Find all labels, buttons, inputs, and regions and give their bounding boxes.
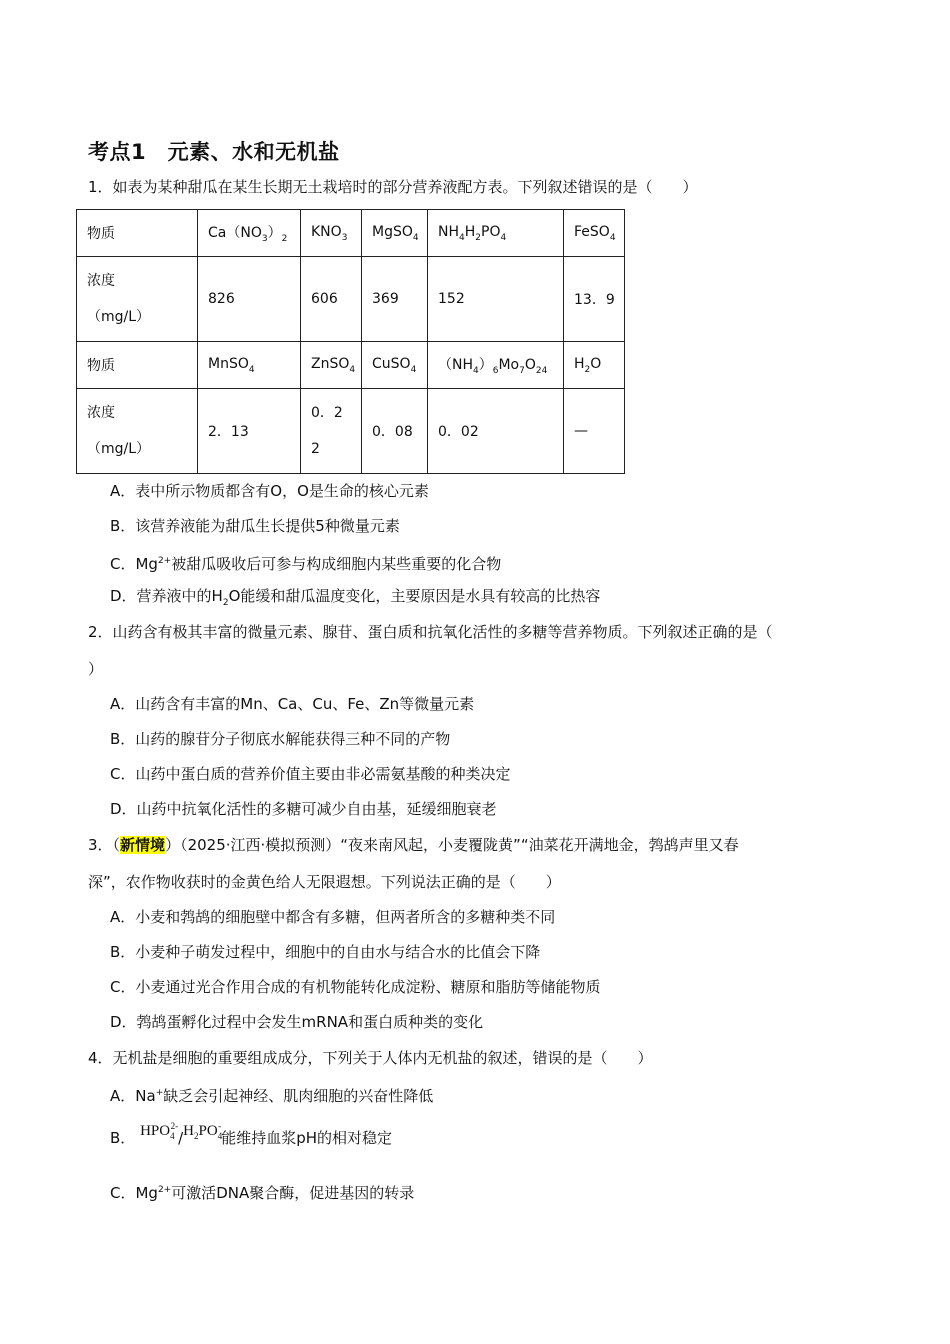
q4-option-b: B． $HPO_4^{2-}/H_2PO_4^-$能维持血浆pH的相对稳定	[110, 1121, 392, 1147]
dihydrogen-phosphate-formula: $H_2PO_4^-$	[183, 1121, 223, 1141]
q3-stem-cont: 深”，农作物收获时的金黄色给人无限遐想。下列说法正确的是（ ）	[88, 873, 561, 891]
table-row	[77, 210, 625, 257]
table-cell: 0．2 2	[301, 389, 362, 474]
table-cell: $NH_4H_2PO_4$	[428, 210, 564, 257]
table-cell: 2．13	[198, 389, 301, 474]
q3-option-a: A．小麦和鹁鸪的细胞壁中都含有多糖，但两者所含的多糖种类不同	[110, 908, 556, 926]
nutrient-table	[76, 209, 625, 474]
q1-option-c: C．$Mg^{2+}$被甜瓜吸收后可参与构成细胞内某些重要的化合物	[110, 555, 502, 573]
table-row	[77, 342, 625, 389]
table-row	[77, 257, 625, 342]
q3-option-b: B．小麦种子萌发过程中，细胞中的自由水与结合水的比值会下降	[110, 943, 541, 961]
q2-option-c: C．山药中蛋白质的营养价值主要由非必需氨基酸的种类决定	[110, 765, 511, 783]
q4-option-a: A．Na+缺乏会引起神经、肌肉细胞的兴奋性降低	[110, 1087, 434, 1105]
table-cell: 0．08	[362, 389, 428, 474]
table-cell: MnSO$_4$	[198, 342, 301, 389]
q1-option-d: D．营养液中的$H_2O$能缓和甜瓜温度变化，主要原因是水具有较高的比热容	[110, 587, 601, 608]
table-cell: $(NH_4)_6Mo_7O_{24}$	[428, 342, 564, 389]
q3-stem: 3．（新情境）（2025·江西·模拟预测）“夜来南风起，小麦覆陇黄”“油菜花开满地金，鹁鸪声里又春	[88, 836, 739, 854]
table-cell: 606	[301, 257, 362, 342]
q2-option-a: A．山药含有丰富的Mn、Ca、Cu、Fe、Zn等微量元素	[110, 695, 475, 713]
table-cell: 浓度 （mg/L）	[77, 257, 198, 342]
phosphate-formula: $HPO_4^{2-}$	[140, 1121, 179, 1141]
table-cell: —	[564, 389, 625, 474]
q2-stem-cont: ）	[88, 660, 104, 678]
table-cell: MgSO$_4$	[362, 210, 428, 257]
q1-option-a: A．表中所示物质都含有O，O是生命的核心元素	[110, 482, 429, 500]
table-cell: FeSO$_4$	[564, 210, 625, 257]
table-cell: 152	[428, 257, 564, 342]
table-cell: 826	[198, 257, 301, 342]
table-cell: $Ca(NO_3)_2$	[198, 210, 301, 257]
table-cell: $H_2O$	[564, 342, 625, 389]
table-cell: ZnSO$_4$	[301, 342, 362, 389]
section-heading: 考点1 元素、水和无机盐	[88, 140, 340, 164]
q4-option-c: C．$Mg^{2+}$可激活DNA聚合酶，促进基因的转录	[110, 1184, 415, 1202]
table-cell: 物质	[77, 342, 198, 389]
table-row	[77, 389, 625, 474]
q3-option-d: D．鹁鸪蛋孵化过程中会发生mRNA和蛋白质种类的变化	[110, 1013, 484, 1031]
table-cell: 0．02	[428, 389, 564, 474]
table-cell: 369	[362, 257, 428, 342]
q3-option-c: C．小麦通过光合作用合成的有机物能转化成淀粉、糖原和脂肪等储能物质	[110, 978, 601, 996]
q2-option-d: D．山药中抗氧化活性的多糖可减少自由基，延缓细胞衰老	[110, 800, 497, 818]
q1-stem: 1．如表为某种甜瓜在某生长期无土栽培时的部分营养液配方表。下列叙述错误的是（ ）	[88, 178, 698, 196]
new-context-badge: 新情境	[120, 836, 166, 854]
q4-stem: 4．无机盐是细胞的重要组成成分，下列关于人体内无机盐的叙述，错误的是（ ）	[88, 1049, 653, 1067]
table-cell: 浓度 （mg/L）	[77, 389, 198, 474]
table-cell: 13．9	[564, 257, 625, 342]
q2-option-b: B．山药的腺苷分子彻底水解能获得三种不同的产物	[110, 730, 451, 748]
table-cell: $KNO_3$	[301, 210, 362, 257]
q1-option-b: B．该营养液能为甜瓜生长提供5种微量元素	[110, 517, 400, 535]
table-cell: 物质	[77, 210, 198, 257]
q2-stem: 2．山药含有极其丰富的微量元素、腺苷、蛋白质和抗氧化活性的多糖等营养物质。下列叙述正确的是（	[88, 623, 773, 641]
table-cell: CuSO$_4$	[362, 342, 428, 389]
